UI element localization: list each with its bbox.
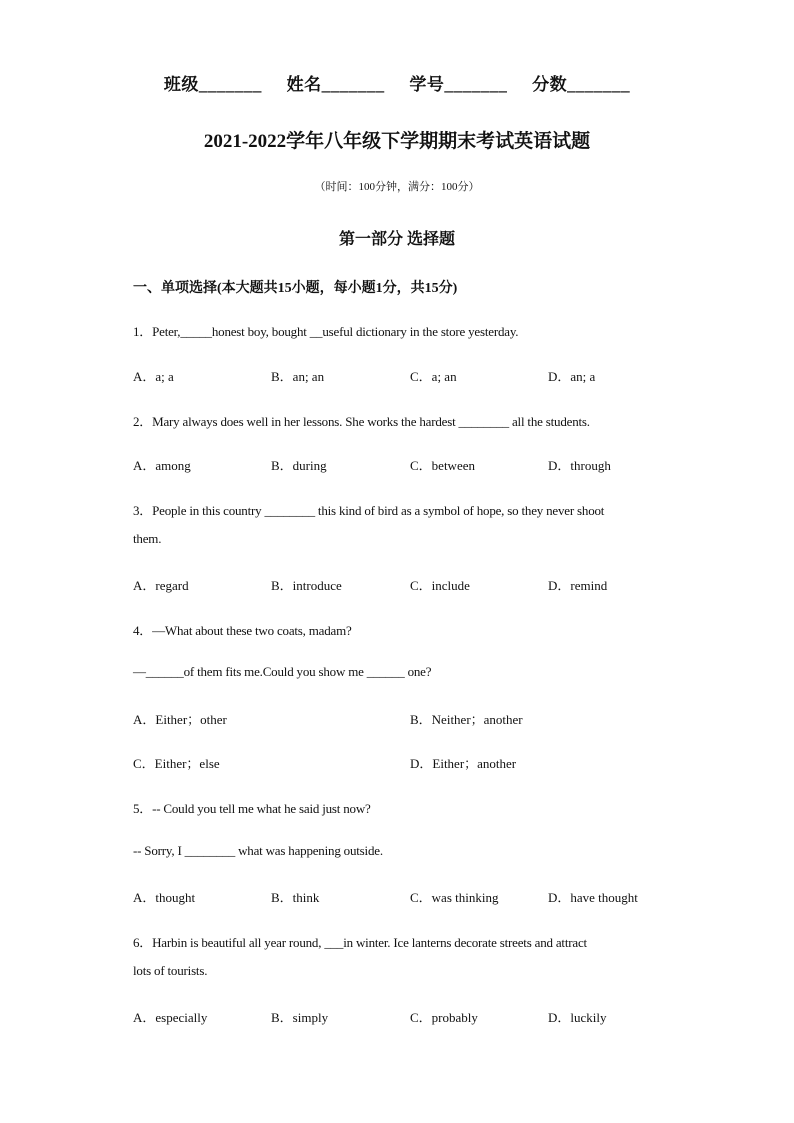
question-1-option-c: C．a; an	[410, 369, 457, 384]
question-4-option-a: A．Either；other	[133, 712, 227, 727]
class-field: 班级_______	[163, 75, 262, 94]
question-6-stem-cont: lots of tourists.	[133, 963, 208, 978]
exam-title: 2021-2022学年八年级下学期期末考试英语试题	[203, 131, 591, 152]
question-6-option-b: B．simply	[271, 1010, 329, 1025]
question-5-stem-cont: -- Sorry, I ________ what was happening outside.	[133, 843, 383, 858]
question-2-option-b: B．during	[271, 458, 327, 473]
question-1-option-a: A．a; a	[133, 369, 174, 384]
name-field: 姓名_______	[286, 75, 385, 94]
question-4-stem-cont: —______of them fits me.Could you show me ______ one?	[133, 664, 432, 679]
question-3-stem-cont: them.	[133, 531, 162, 546]
question-6-option-d: D．luckily	[548, 1010, 607, 1025]
question-1-option-b: B．an; an	[271, 369, 325, 384]
question-6-stem: 6．Harbin is beautiful all year round, ___in winter. Ice lanterns decorate streets and attract	[133, 935, 587, 950]
question-4-option-d: D．Either；another	[410, 756, 517, 771]
question-5-option-d: D．have thought	[548, 890, 638, 905]
question-6-option-c: C．probably	[410, 1010, 478, 1025]
question-3-option-d: D．remind	[548, 578, 608, 593]
question-3-stem: 3．People in this country ________ this kind of bird as a symbol of hope, so they never shoot	[133, 503, 605, 518]
question-4-option-c: C．Either；else	[133, 756, 220, 771]
score-field: 分数_______	[532, 75, 631, 94]
question-5-option-a: A．thought	[133, 890, 196, 905]
question-3-option-c: C．include	[410, 578, 470, 593]
question-6-option-a: A．especially	[133, 1010, 208, 1025]
student-id-field: 学号_______	[409, 75, 508, 94]
question-5-option-c: C．was thinking	[410, 890, 499, 905]
question-3-option-a: A．regard	[133, 578, 189, 593]
question-4-stem: 4．—What about these two coats, madam?	[133, 623, 352, 638]
question-4-option-b: B．Neither；another	[410, 712, 523, 727]
question-1-stem: 1．Peter,_____honest boy, bought __useful dictionary in the store yesterday.	[133, 324, 519, 339]
question-3-option-b: B．introduce	[271, 578, 342, 593]
question-5-option-b: B．think	[271, 890, 320, 905]
question-2-option-d: D．through	[548, 458, 611, 473]
section-title: 一、单项选择(本大题共15小题，每小题1分，共15分)	[133, 281, 458, 296]
question-1-option-d: D．an; a	[548, 369, 596, 384]
question-2-stem: 2．Mary always does well in her lessons. She works the hardest ________ all the students.	[133, 414, 590, 429]
exam-subtitle: （时间：100分钟，满分：100分）	[314, 181, 480, 193]
question-5-stem: 5．-- Could you tell me what he said just now?	[133, 801, 371, 816]
question-2-option-c: C．between	[410, 458, 475, 473]
student-info-line	[0, 70, 794, 95]
part-title: 第一部分 选择题	[338, 231, 455, 248]
question-2-option-a: A．among	[133, 458, 191, 473]
